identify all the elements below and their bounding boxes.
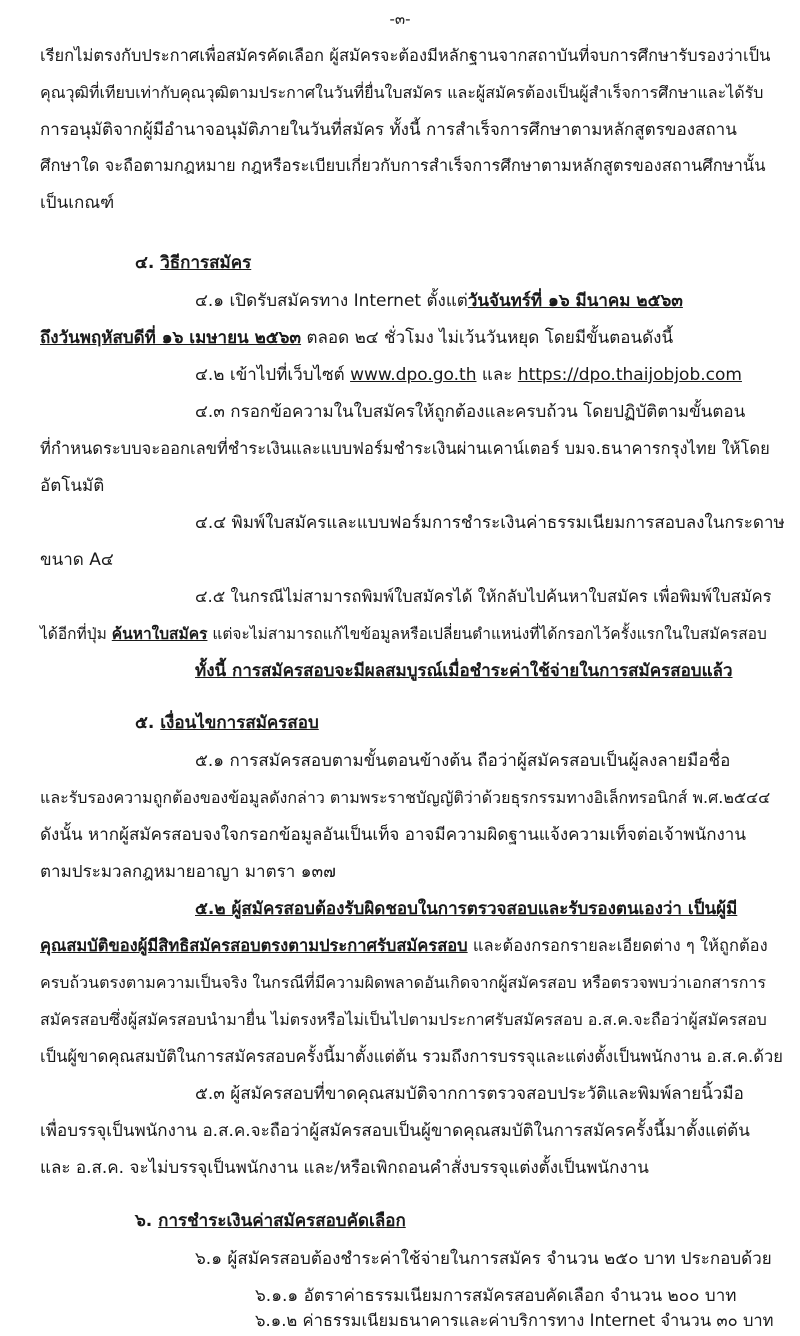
item-5-2-cont: คุณสมบัติของผู้มีสิทธิสมัครสอบตรงตามประกาศรับสมัครสอบ และต้องกรอกรายละเอียดต่าง ๆ ให้ถูกต้อง <box>40 936 768 955</box>
item-4-5-note: ทั้งนี้ การสมัครสอบจะมีผลสมบูรณ์เมื่อชำระค่าใช้จ่ายในการสมัครสอบแล้ว <box>195 661 733 681</box>
item-4-4-cont: ขนาด A๔ <box>40 550 114 570</box>
item-5-3-cont: เพื่อบรรจุเป็นพนักงาน อ.ส.ค.จะถือว่าผู้สมัครสอบเป็นผู้ขาดคุณสมบัติในการสมัครครั้งนี้มาตั้งแต่ต้น <box>40 1121 750 1141</box>
item-4-3-cont: ที่กำหนดระบบจะออกเลขที่ชำระเงินและแบบฟอร์มชำระเงินผ่านเคาน์เตอร์ บมจ.ธนาคารกรุงไทย ให้โดย <box>40 439 770 458</box>
paragraph-line: คุณวุฒิที่เทียบเท่ากับคุณวุฒิตามประกาศในวันที่ยื่นใบสมัคร และผู้สมัครต้องเป็นผู้สำเร็จการศึกษาและได้รับ <box>40 83 764 102</box>
section-number: ๔. <box>135 253 155 273</box>
item-4-3: ๔.๓ กรอกข้อความในใบสมัครให้ถูกต้องและครบถ้วน โดยปฏิบัติตามขั้นตอน <box>195 402 746 422</box>
section-title: วิธีการสมัคร <box>160 253 252 273</box>
item-4-4: ๔.๔ พิมพ์ใบสมัครและแบบฟอร์มการชำระเงินค่าธรรมเนียมการสอบลงในกระดาษ <box>195 513 785 533</box>
website-link-thaijobjob[interactable]: https://dpo.thaijobjob.com <box>517 365 742 385</box>
item-6-1-1: ๖.๑.๑ อัตราค่าธรรมเนียมการสมัครสอบคัดเลือก จำนวน ๒๐๐ บาท <box>255 1286 737 1306</box>
section-number: ๖. <box>135 1211 153 1231</box>
item-5-2: ๕.๒ ผู้สมัครสอบต้องรับผิดชอบในการตรวจสอบและรับรองตนเองว่า เป็นผู้มี <box>195 899 738 919</box>
item-4-1: ๔.๑ เปิดรับสมัครทาง Internet ตั้งแต่วันจันทร์ที่ ๑๖ มีนาคม ๒๕๖๓ <box>195 291 683 311</box>
paragraph-line: การอนุมัติจากผู้มีอำนาจอนุมัติภายในวันที่สมัคร ทั้งนี้ การสำเร็จการศึกษาตามหลักสูตรของสถาน <box>40 120 737 140</box>
item-5-3: ๕.๓ ผู้สมัครสอบที่ขาดคุณสมบัติจากการตรวจสอบประวัติและพิมพ์ลายนิ้วมือ <box>195 1084 744 1104</box>
section-title: เงื่อนไขการสมัครสอบ <box>160 713 319 733</box>
section-4-heading <box>135 252 775 276</box>
website-link-dpo[interactable]: www.dpo.go.th <box>350 365 477 385</box>
item-6-1: ๖.๑ ผู้สมัครสอบต้องชำระค่าใช้จ่ายในการสมัคร จำนวน ๒๕๐ บาท ประกอบด้วย <box>195 1249 772 1269</box>
section-5-heading <box>135 712 775 736</box>
item-4-5-cont: ได้อีกที่ปุ่ม ค้นหาใบสมัคร แต่จะไม่สามารถแก้ไขข้อมูลหรือเปลี่ยนตำแหน่งที่ได้กรอกไว้ครั้งแรกในใบสมัครสอบ <box>40 625 767 643</box>
item-5-3-cont: และ อ.ส.ค. จะไม่บรรจุเป็นพนักงาน และ/หรือเพิกถอนคำสั่งบรรจุแต่งตั้งเป็นพนักงาน <box>40 1158 649 1178</box>
item-5-1-cont: และรับรองความถูกต้องของข้อมูลดังกล่าว ตามพระราชบัญญัติว่าด้วยธุรกรรมทางอิเล็กทรอนิกส์ พ.ศ.๒๕๔๔ <box>40 788 771 807</box>
section-6-heading <box>135 1210 775 1234</box>
item-6-1-2: ๖.๑.๒ ค่าธรรมเนียมธนาคารและค่าบริการทาง Internet จำนวน ๓๐ บาท <box>255 1311 774 1330</box>
item-4-1-cont: ถึงวันพฤหัสบดีที่ ๑๖ เมษายน ๒๕๖๓ ตลอด ๒๔ ชั่วโมง ไม่เว้นวันหยุด โดยมีขั้นตอนดังนี้ <box>40 328 674 348</box>
end-date: ถึงวันพฤหัสบดีที่ ๑๖ เมษายน ๒๕๖๓ <box>40 328 302 348</box>
item-5-2-cont: ครบถ้วนตรงตามความเป็นจริง ในกรณีที่มีความผิดพลาดอันเกิดจากผู้สมัครสอบ หรือตรวจพบว่าเอกสารการ <box>40 973 766 992</box>
section-title: การชำระเงินค่าสมัครสอบคัดเลือก <box>158 1211 406 1231</box>
item-4-2: ๔.๒ เข้าไปที่เว็บไซต์ www.dpo.go.th และ https://dpo.thaijobjob.com <box>195 365 742 385</box>
paragraph-line: เป็นเกณฑ์ <box>40 193 115 213</box>
item-5-1-cont: ดังนั้น หากผู้สมัครสอบจงใจกรอกข้อมูลอันเป็นเท็จ อาจมีความผิดฐานแจ้งความเท็จต่อเจ้าพนักงาน <box>40 825 746 845</box>
item-4-5: ๔.๕ ในกรณีไม่สามารถพิมพ์ใบสมัครได้ ให้กลับไปค้นหาใบสมัคร เพื่อพิมพ์ใบสมัคร <box>195 587 772 606</box>
paragraph-line: เรียกไม่ตรงกับประกาศเพื่อสมัครคัดเลือก ผู้สมัครจะต้องมีหลักฐานจากสถาบันที่จบการศึกษารับรองว่าเป็น <box>40 46 771 65</box>
search-application-button-label: ค้นหาใบสมัคร <box>111 625 208 643</box>
item-4-3-cont: อัตโนมัติ <box>40 476 105 496</box>
item-5-1: ๕.๑ การสมัครสอบตามขั้นตอนข้างต้น ถือว่าผู้สมัครสอบเป็นผู้ลงลายมือชื่อ <box>195 751 731 771</box>
section-number: ๕. <box>135 713 155 733</box>
item-5-2-cont: สมัครสอบซึ่งผู้สมัครสอบนำมายื่น ไม่ตรงหรือไม่เป็นไปตามประกาศรับสมัครสอบ อ.ส.ค.จะถือว่าผู้สมัครสอบ <box>40 1010 767 1029</box>
item-5-2-cont: เป็นผู้ขาดคุณสมบัติในการสมัครสอบครั้งนี้มาตั้งแต่ต้น รวมถึงการบรรจุและแต่งตั้งเป็นพนักงาน อ.ส.ค.ด้วย <box>40 1047 783 1066</box>
page-number: -๓- <box>389 10 411 28</box>
item-5-1-cont: ตามประมวลกฎหมายอาญา มาตรา ๑๓๗ <box>40 862 336 882</box>
paragraph-line: ศึกษาใด จะถือตามกฎหมาย กฎหรือระเบียบเกี่ยวกับการสำเร็จการศึกษาตามหลักสูตรของสถานศึกษานั้น <box>40 156 766 175</box>
start-date: วันจันทร์ที่ ๑๖ มีนาคม ๒๕๖๓ <box>467 291 683 311</box>
